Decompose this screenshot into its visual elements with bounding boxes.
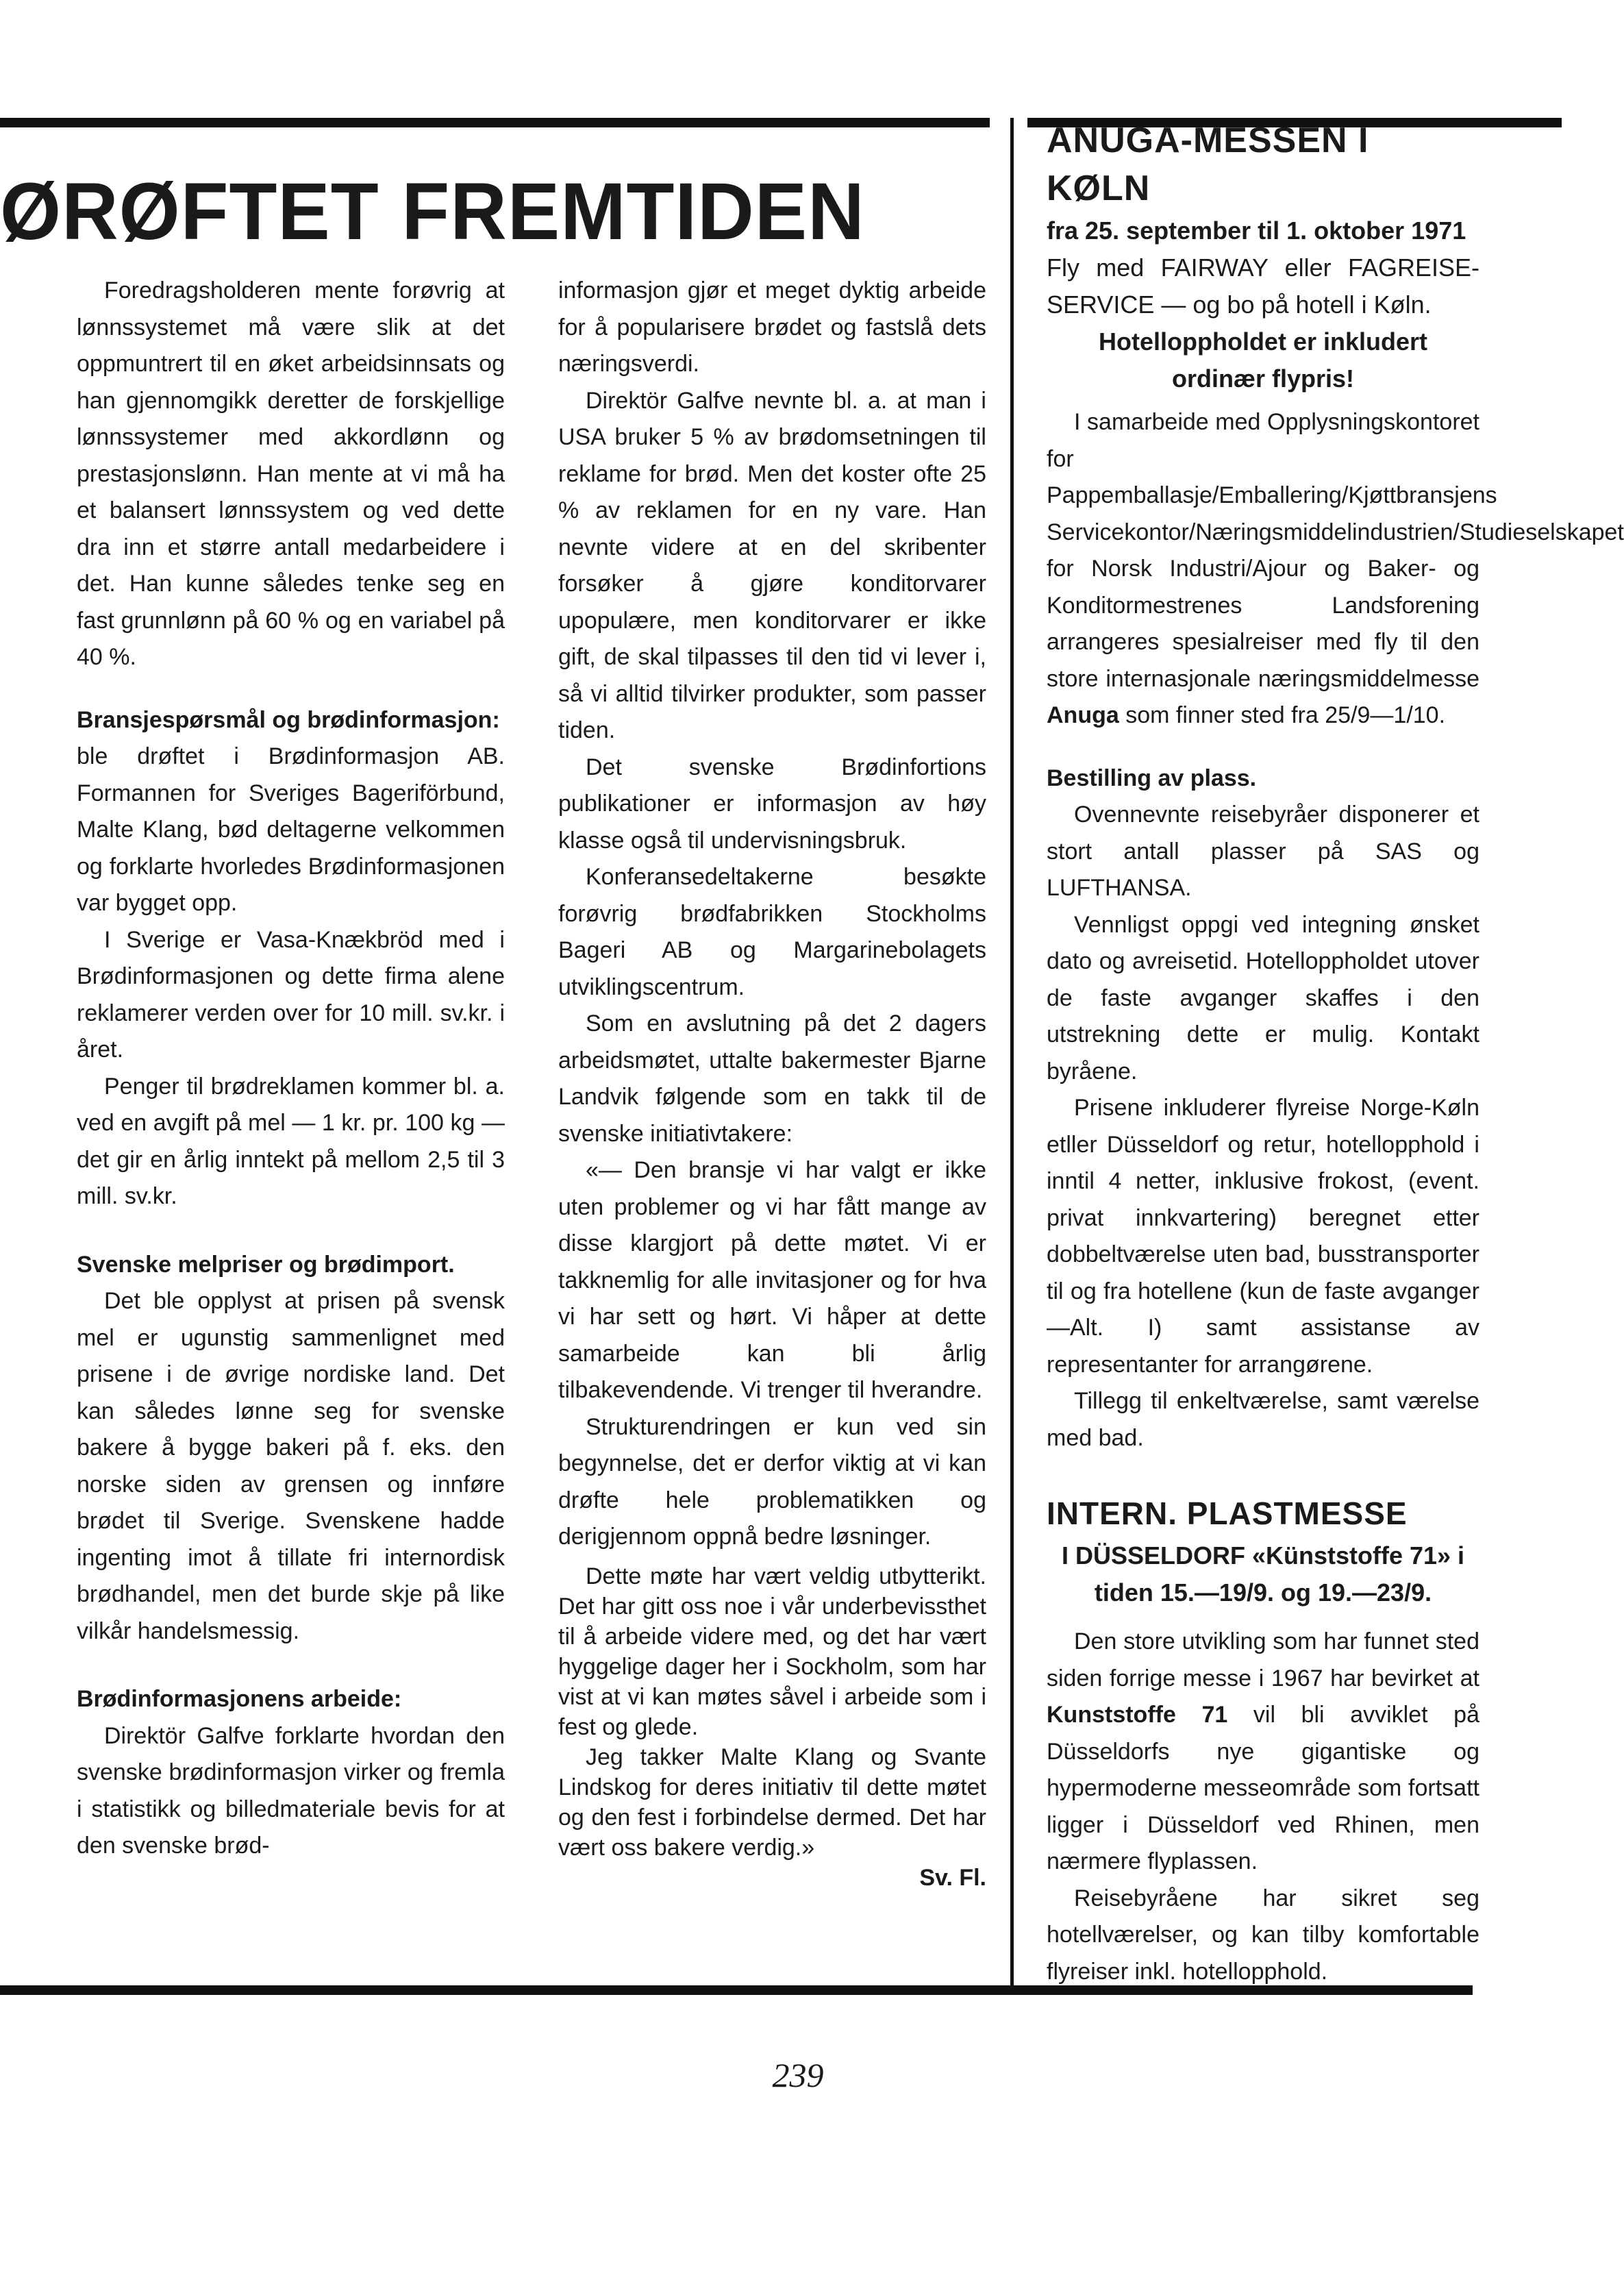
- left-paragraph-1: Foredragsholderen mente forøvrig at lønnssystemet må være slik at det oppmuntrert til en øket arbeidsinnsats og han gjennomgikk deretter de forskjellige lønnssystemer med akkordlønn og prestasjonslønn. Han mente at vi må ha et balansert lønnssystem og ved dette dra inn et større antall medarbeidere i det. Han kunne således tenke seg en fast grunnlønn på 60 % og en variabel på 40 %.: [77, 277, 505, 670]
- left-paragraph-6: Direktör Galfve forklarte hvordan den svenske brødinformasjon virker og fremla i statistikk og billedmateriale bevis for at den svenske brød-: [77, 1722, 505, 1859]
- mid-paragraph-6: «— Den bransje vi har valgt er ikke uten problemer og vi har fått mange av disse klargjort på dette møtet. Vi er takknemlig for alle invitasjoner og for hva vi har sett og hørt. Vi håper at dette samarbeide kan bli årlig tilbakevendende. Vi trenger til hverandre.: [558, 1157, 986, 1403]
- signature: Sv. Fl.: [919, 1864, 986, 1891]
- left-heading-3: Brødinformasjonens arbeide:: [77, 1686, 402, 1712]
- anuga-paragraph-5: Tillegg til enkeltværelse, samt værelse med bad.: [1047, 1388, 1479, 1451]
- plastmesse-heading: INTERN. PLASTMESSE: [1047, 1496, 1408, 1531]
- plastmesse-paragraph-1-end: vil bli avviklet på Düsseldorfs nye gigantiske og hypermoderne messeområde som fortsatt ligger i Düsseldorf ved Rhinen, men nærmere flyplassen.: [1047, 1702, 1479, 1874]
- mid-paragraph-1: informasjon gjør et meget dyktig arbeide for å popularisere brødet og fastslå dets næringsverdi.: [558, 277, 986, 377]
- mid-paragraph-4: Konferansedeltakerne besøkte forøvrig brødfabrikken Stockholms Bageri AB og Margarinebolagets utviklingscentrum.: [558, 864, 986, 1000]
- anuga-flight-line: Fly med FAIRWAY eller FAGREISE-SERVICE — og bo på hotell i Køln.: [1047, 253, 1479, 319]
- mid-paragraph-8: Dette møte har vært veldig utbytterikt. Det har gitt oss noe i vår underbevissthet til å arbeide videre med, og det har vært hyggelige dager her i Sockholm, som har vist at vi kan møtes såvel i arbeide som i fest og glede.: [558, 1563, 986, 1740]
- anuga-name: Anuga: [1047, 702, 1119, 728]
- right-column: [1047, 116, 1624, 1990]
- plastmesse-paragraph-1-start: Den store utvikling som har funnet sted siden forrige messe i 1967 har bevirket at: [1047, 1628, 1479, 1691]
- kunststoffe-name: Kunststoffe 71: [1047, 1702, 1228, 1728]
- mid-paragraph-3: Det svenske Brødinfortions publikationer er informasjon av høy klasse også til undervisningsbruk.: [558, 754, 986, 854]
- anuga-paragraph-1-start: I samarbeide med Opplysningskontoret for Pappemballasje/Emballering/Kjøttbransjens Servicekontor/Næringsmiddelindustrien/Studieselskapet for Norsk Industri/Ajour og Baker- og Konditormestrenes Landsforening arrangeres spesialreiser med fly til den store internasjonale næringsmiddelmesse: [1047, 409, 1624, 692]
- anuga-hotel-line: Hotelloppholdet er inkludert ordinær flypris!: [1098, 327, 1427, 393]
- left-paragraph-4: Penger til brødreklamen kommer bl. a. ved en avgift på mel — 1 kr. pr. 100 kg — det gir en årlig inntekt på mellom 2,5 til 3 mill. sv.kr.: [77, 1073, 505, 1209]
- column-divider: [1010, 118, 1014, 1995]
- page-headline: ØRØFTET FREMTIDEN: [0, 166, 865, 257]
- mid-paragraph-2: Direktör Galfve nevnte bl. a. at man i USA bruker 5 % av brødomsetningen til reklame for brød. Men det koster ofte 25 % av reklamen for en ny vare. Han nevnte videre at en del skribenter forsøker å gjøre konditorvarer upopulære, men konditorvarer er ikke gift, de skal tilpasses til den tid vi lever i, så vi alltid tilvirker produkter, som passer tiden.: [558, 387, 986, 743]
- anuga-paragraph-3: Vennligst oppgi ved integning ønsket dato og avreisetid. Hotelloppholdet utover de faste avganger skaffes i den utstrekning dette er mulig. Kontakt byråene.: [1047, 911, 1479, 1084]
- left-heading-2: Svenske melpriser og brødimport.: [77, 1251, 455, 1278]
- left-heading-1: Bransjespørsmål og brødinformasjon:: [77, 706, 500, 733]
- top-rule-left: [0, 118, 990, 127]
- middle-column: [558, 273, 986, 1893]
- signature-line: [558, 1863, 986, 1893]
- plastmesse-paragraph-1: [1047, 1624, 1479, 1881]
- anuga-paragraph-4: Prisene inkluderer flyreise Norge-Køln etller Düsseldorf og retur, hotellopphold i inntil 4 netter, inklusive frokost, (event. privat innkvartering) beregnet etter dobbeltværelse uten bad, busstransporter til og fra hotellene (kun de faste avganger —Alt. I) samt assistanse av representanter for arrangørene.: [1047, 1095, 1479, 1378]
- left-paragraph-5: Det ble opplyst at prisen på svensk mel er ugunstig sammenlignet med prisene i de øvrige nordiske land. Det kan således lønne seg for svenske bakere å bygge bakeri på f. eks. den norske siden av grensen og innføre brødet til Sverige. Svenskene hadde ingenting imot å tillate fri internordisk brødhandel, men det burde skje på like vilkår handelsmessig.: [77, 1288, 505, 1644]
- plastmesse-paragraph-2: Reisebyråene har sikret seg hotellværelser, og kan tilby komfortable flyreiser inkl. hotellopphold.: [1047, 1885, 1479, 1985]
- left-paragraph-2: ble drøftet i Brødinformasjon AB. Formannen for Sveriges Bageriförbund, Malte Klang, bød deltagerne velkommen og forklarte hvorledes Brødinformasjonen var bygget opp.: [77, 743, 505, 916]
- booking-heading: Bestilling av plass.: [1047, 765, 1257, 791]
- mid-paragraph-9: Jeg takker Malte Klang og Svante Lindskog for deres initiativ til dette møtet og den fest i forbindelse dermed. Det har vært oss bakere verdig.»: [558, 1744, 986, 1861]
- page-number: 239: [772, 2056, 824, 2094]
- anuga-paragraph-1-end: som finner sted fra 25/9—1/10.: [1119, 702, 1446, 728]
- plastmesse-subheading: I DÜSSELDORF «Künststoffe 71» i tiden 15.—19/9. og 19.—23/9.: [1061, 1541, 1465, 1606]
- anuga-paragraph-1: [1047, 404, 1624, 734]
- mid-paragraph-7: Strukturendringen er kun ved sin begynnelse, det er derfor viktig at vi kan drøfte hele problematikken og derigjennom oppnå bedre løsninger.: [558, 1413, 986, 1550]
- anuga-paragraph-2: Ovennevnte reisebyråer disponerer et stort antall plasser på SAS og LUFTHANSA.: [1047, 802, 1479, 901]
- anuga-date-line: fra 25. september til 1. oktober 1971: [1047, 216, 1466, 245]
- anuga-heading: ANUGA-MESSEN I KØLN: [1047, 121, 1369, 208]
- mid-paragraph-5: Som en avslutning på det 2 dagers arbeidsmøtet, uttalte bakermester Bjarne Landvik følgende som en takk til de svenske initiativtakere:: [558, 1010, 986, 1147]
- left-column: [77, 273, 505, 1865]
- left-paragraph-3: I Sverige er Vasa-Knækbröd med i Brødinformasjonen og dette firma alene reklamerer verden over for 10 mill. sv.kr. i året.: [77, 926, 505, 1063]
